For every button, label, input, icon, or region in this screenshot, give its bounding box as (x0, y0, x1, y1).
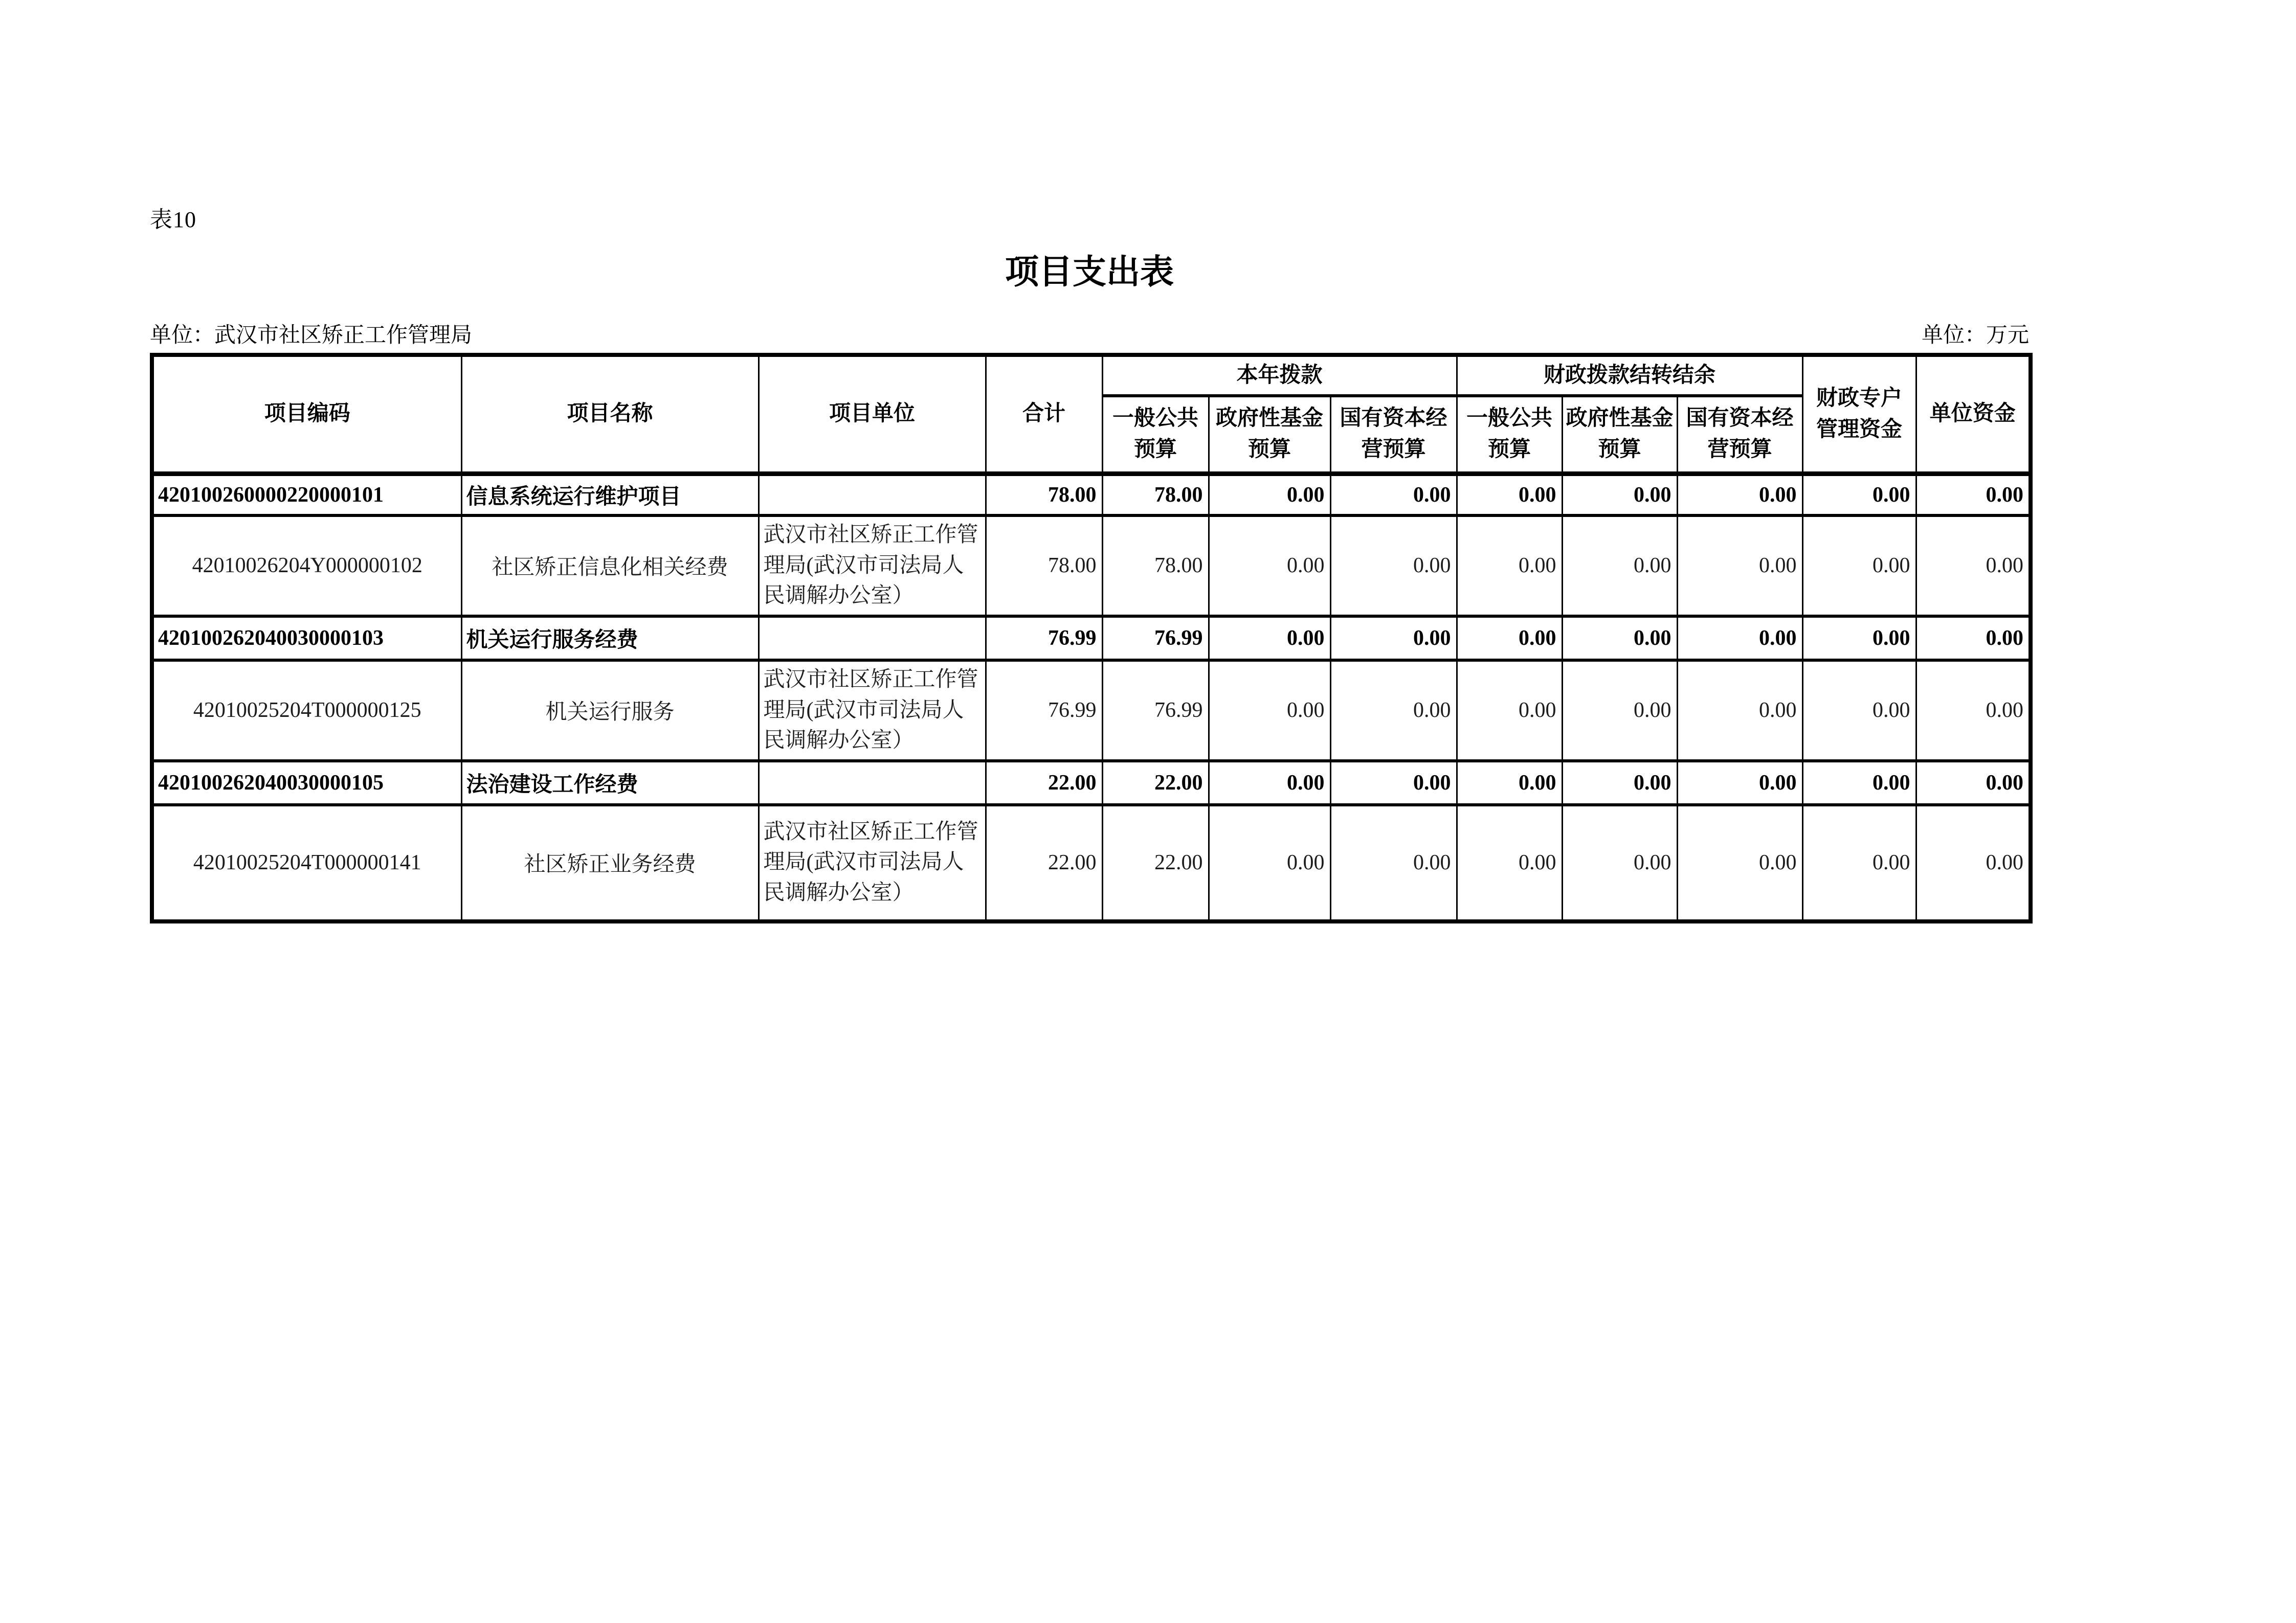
table-row (152, 515, 2031, 616)
project-unit-cell: 武汉市社区矫正工作管理局(武汉市司法局人民调解办公室） (759, 805, 986, 921)
header-project-code: 项目编码 (152, 355, 461, 474)
table-row (152, 474, 2031, 515)
cy-general-public-cell: 76.99 (1102, 616, 1209, 660)
cy-state-capital-cell: 0.00 (1330, 474, 1457, 515)
co-state-capital-cell: 0.00 (1677, 515, 1802, 616)
fiscal-special-account-cell: 0.00 (1802, 616, 1916, 660)
header-group-current-year: 本年拨款 (1102, 355, 1457, 396)
table-row (152, 761, 2031, 805)
cy-general-public-cell: 78.00 (1102, 474, 1209, 515)
project-name-cell: 机关运行服务经费 (461, 616, 759, 660)
cy-government-fund-cell: 0.00 (1209, 515, 1330, 616)
total-cell: 76.99 (986, 660, 1102, 761)
co-government-fund-cell: 0.00 (1562, 474, 1677, 515)
cy-general-public-cell: 22.00 (1102, 761, 1209, 805)
total-cell: 78.00 (986, 515, 1102, 616)
co-general-public-cell: 0.00 (1457, 515, 1562, 616)
cy-general-public-cell: 78.00 (1102, 515, 1209, 616)
cy-general-public-cell: 76.99 (1102, 660, 1209, 761)
table-header (152, 355, 2031, 474)
table-body (152, 474, 2031, 921)
table-row (152, 660, 2031, 761)
cy-state-capital-cell: 0.00 (1330, 805, 1457, 921)
cy-state-capital-cell: 0.00 (1330, 660, 1457, 761)
project-code-cell: 42010025204T000000141 (152, 805, 461, 921)
unit-funds-cell: 0.00 (1916, 474, 2031, 515)
co-government-fund-cell: 0.00 (1562, 805, 1677, 921)
project-unit-cell: 武汉市社区矫正工作管理局(武汉市司法局人民调解办公室） (759, 660, 986, 761)
cy-state-capital-cell: 0.00 (1330, 616, 1457, 660)
total-cell: 76.99 (986, 616, 1102, 660)
header-group-carryover: 财政拨款结转结余 (1457, 355, 1802, 396)
header-co-state-capital-budget: 国有资本经营预算 (1677, 396, 1802, 474)
reporting-unit-label: 单位：武汉市社区矫正工作管理局 (150, 324, 473, 347)
cy-government-fund-cell: 0.00 (1209, 474, 1330, 515)
project-unit-cell (759, 616, 986, 660)
project-name-cell: 机关运行服务 (461, 660, 759, 761)
cy-government-fund-cell: 0.00 (1209, 660, 1330, 761)
project-expenditure-table (150, 353, 2033, 923)
cy-government-fund-cell: 0.00 (1209, 616, 1330, 660)
total-cell: 22.00 (986, 761, 1102, 805)
fiscal-special-account-cell: 0.00 (1802, 805, 1916, 921)
project-name-cell: 社区矫正信息化相关经费 (461, 515, 759, 616)
co-state-capital-cell: 0.00 (1677, 474, 1802, 515)
co-government-fund-cell: 0.00 (1562, 660, 1677, 761)
fiscal-special-account-cell: 0.00 (1802, 660, 1916, 761)
project-unit-cell (759, 761, 986, 805)
co-general-public-cell: 0.00 (1457, 616, 1562, 660)
project-unit-cell: 武汉市社区矫正工作管理局(武汉市司法局人民调解办公室） (759, 515, 986, 616)
project-code-cell: 420100262040030000105 (152, 761, 461, 805)
co-government-fund-cell: 0.00 (1562, 761, 1677, 805)
unit-funds-cell: 0.00 (1916, 761, 2031, 805)
header-project-unit: 项目单位 (759, 355, 986, 474)
table-number-label: 表10 (150, 207, 196, 232)
co-state-capital-cell: 0.00 (1677, 660, 1802, 761)
header-co-general-public-budget: 一般公共预算 (1457, 396, 1562, 474)
co-general-public-cell: 0.00 (1457, 805, 1562, 921)
fiscal-special-account-cell: 0.00 (1802, 474, 1916, 515)
unit-row (150, 318, 2029, 349)
header-cy-state-capital-budget: 国有资本经营预算 (1330, 396, 1457, 474)
page-title: 项目支出表 (1005, 254, 1174, 291)
co-general-public-cell: 0.00 (1457, 761, 1562, 805)
co-general-public-cell: 0.00 (1457, 474, 1562, 515)
header-total: 合计 (986, 355, 1102, 474)
co-general-public-cell: 0.00 (1457, 660, 1562, 761)
project-code-cell: 42010026204Y000000102 (152, 515, 461, 616)
cy-general-public-cell: 22.00 (1102, 805, 1209, 921)
unit-funds-cell: 0.00 (1916, 616, 2031, 660)
co-government-fund-cell: 0.00 (1562, 515, 1677, 616)
cy-government-fund-cell: 0.00 (1209, 761, 1330, 805)
fiscal-special-account-cell: 0.00 (1802, 515, 1916, 616)
header-cy-general-public-budget: 一般公共预算 (1102, 396, 1209, 474)
project-name-cell: 法治建设工作经费 (461, 761, 759, 805)
cy-government-fund-cell: 0.00 (1209, 805, 1330, 921)
unit-funds-cell: 0.00 (1916, 805, 2031, 921)
project-code-cell: 42010025204T000000125 (152, 660, 461, 761)
fiscal-special-account-cell: 0.00 (1802, 761, 1916, 805)
header-fiscal-special-account: 财政专户管理资金 (1802, 355, 1916, 474)
header-project-name: 项目名称 (461, 355, 759, 474)
project-code-cell: 420100262040030000103 (152, 616, 461, 660)
project-name-cell: 信息系统运行维护项目 (461, 474, 759, 515)
header-cy-government-fund-budget: 政府性基金预算 (1209, 396, 1330, 474)
cy-state-capital-cell: 0.00 (1330, 761, 1457, 805)
header-unit-funds: 单位资金 (1916, 355, 2031, 474)
unit-funds-cell: 0.00 (1916, 660, 2031, 761)
co-state-capital-cell: 0.00 (1677, 805, 1802, 921)
co-government-fund-cell: 0.00 (1562, 616, 1677, 660)
unit-funds-cell: 0.00 (1916, 515, 2031, 616)
table-row (152, 616, 2031, 660)
table-row (152, 805, 2031, 921)
co-state-capital-cell: 0.00 (1677, 616, 1802, 660)
total-cell: 78.00 (986, 474, 1102, 515)
project-code-cell: 420100260000220000101 (152, 474, 461, 515)
project-unit-cell (759, 474, 986, 515)
project-name-cell: 社区矫正业务经费 (461, 805, 759, 921)
header-co-government-fund-budget: 政府性基金预算 (1562, 396, 1677, 474)
currency-unit-label: 单位：万元 (1921, 324, 2029, 347)
co-state-capital-cell: 0.00 (1677, 761, 1802, 805)
total-cell: 22.00 (986, 805, 1102, 921)
cy-state-capital-cell: 0.00 (1330, 515, 1457, 616)
